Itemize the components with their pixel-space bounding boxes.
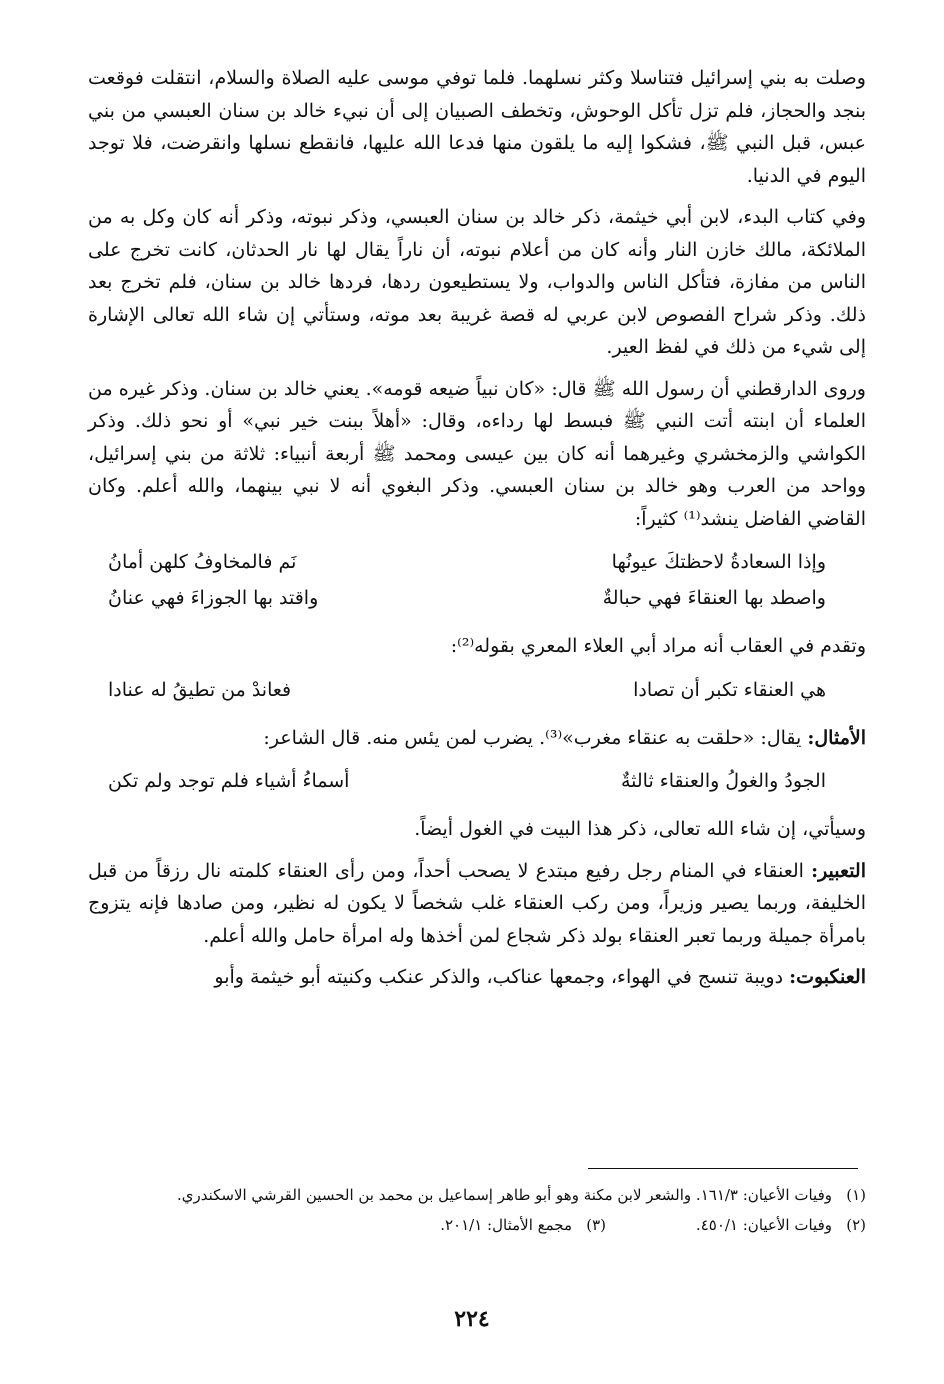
verse-line-3 [88, 672, 866, 708]
verse-3-first-hemistich: هي العنقاء تكبر أن تصادا [633, 678, 826, 701]
footnote-2-text: وفيات الأعيان: ٤٥٠/١. [695, 1216, 832, 1234]
footnote-2 [606, 1210, 866, 1240]
spider-text: دويبة تنسج في الهواء، وجمعها عناكب، والذكر عنكب وكنيته أبو خيثمة وأبو [214, 966, 790, 988]
paragraph-4: وتقدم في العقاب أنه مراد أبي العلاء المعري بقوله⁽²⁾: [450, 635, 866, 657]
verse-block-1 [88, 544, 866, 616]
verse-2-second-hemistich: واقتد بها الجوزاءَ فهي عنانُ [108, 587, 319, 609]
footnote-3 [346, 1210, 606, 1240]
verse-block-3 [88, 763, 866, 799]
verse-line-1 [88, 544, 866, 580]
verse-block-2 [88, 672, 866, 708]
footnote-3-number: (٣) [586, 1216, 606, 1234]
paragraph-6: وسيأتي، إن شاء الله تعالى، ذكر هذا البيت في الغول أيضاً. [414, 818, 866, 840]
verse-3-second-hemistich: فعاندْ من تطيقُ له عنادا [108, 678, 292, 701]
footnote-row-2-3 [88, 1210, 866, 1240]
verse-1-second-hemistich: نَم فالمخاوفُ كلهن أمانُ [108, 551, 297, 573]
dream-text: العنقاء في المنام رجل رفيع مبتدع لا يصحب أحداً، ومن رأى العنقاء كلمته نال رزقاً من قبل الخليفة، وربما يصير وزيراً، ومن ركب العنقاء غلب شخصاً لا يكون له نظير، ومن صادها فإنه يتزوج بامرأة جميلة وربما تعبر العنقاء بولد ذكر شجاع لمن أخذها وله امرأة حامل والله أعلم. [88, 859, 866, 947]
paragraph-2: وفي كتاب البدء، لابن أبي خيثمة، ذكر خالد بن سنان العبسي، وذكر نبوته، وذكر أنه كان وكل به من الملائكة، مالك خازن النار وأنه كان من أعلام نبوته، أن ناراً يقال لها نار الحدثان، كانت تخرج على الناس من مفازة، فتأكل الناس والدواب، ولا يستطيعون ردها، فردها خالد بن سنان، فلم تخرج بعد ذلك. وذكر شراح الفصوص لابن عربي له قصة غريبة بعد موته، وستأتي إن شاء الله تعالى الإشارة إلى شيء من ذلك في لفظ العير. [88, 206, 866, 358]
footnotes [88, 1180, 866, 1240]
proverbs-heading: الأمثال: [807, 726, 866, 749]
proverbs-text: يقال: «حلقت به عنقاء مغرب»⁽³⁾. يضرب لمن يئس منه. قال الشاعر: [263, 726, 808, 749]
dream-heading: التعبير: [811, 859, 866, 882]
paragraph-proverbs [88, 722, 866, 755]
verse-2-first-hemistich: واصطد بها العنقاءَ فهي حبالةٌ [602, 587, 826, 609]
footnote-1 [88, 1180, 866, 1210]
verse-4-second-hemistich: أسماءُ أشياء فلم توجد ولم تكن [108, 770, 350, 792]
spider-heading: العنكبوت: [789, 966, 866, 988]
paragraph-spider [88, 961, 866, 994]
footnote-1-number: (١) [846, 1186, 866, 1204]
verse-4-first-hemistich: الجودُ والغولُ والعنقاء ثالثةٌ [620, 770, 826, 792]
verse-line-2 [88, 580, 866, 616]
footnote-1-text: وفيات الأعيان: ١٦١/٣. والشعر لابن مكنة وهو أبو طاهر إسماعيل بن محمد بن الحسين القرشي الاسكندري. [176, 1186, 832, 1204]
paragraph-3: وروى الدارقطني أن رسول الله ﷺ قال: «كان نبياً ضيعه قومه». يعني خالد بن سنان. وذكر غيره من العلماء أن ابنته أتت النبي ﷺ فبسط لها رداءه، وقال: «أهلاً ببنت خير نبي» أو نحو ذلك. وذكر الكواشي والزمخشري وغيرهما أنه كان بين عيسى ومحمد ﷺ أربعة أنبياء: ثلاثة من بني إسرائيل، وواحد من العرب وهو خالد بن سنان العبسي. وذكر البغوي أنه لا نبي بينهما، والله أعلم. وكان القاضي الفاضل ينشد⁽¹⁾ كثيراً: [88, 377, 866, 530]
verse-line-4 [88, 763, 866, 799]
verse-1-first-hemistich: وإذا السعادةُ لاحظتكَ عيونُها [611, 551, 826, 573]
footnote-2-number: (٢) [846, 1216, 866, 1234]
paragraph-1: وصلت به بني إسرائيل فتناسلا وكثر نسلهما. فلما توفي موسى عليه الصلاة والسلام، انتقلت فوقعت بنجد والحجاز، فلم تزل تأكل الوحوش، وتخطف الصبيان إلى أن نبيء خالد بن سنان العبسي من بني عبس، قبل النبي ﷺ، فشكوا إليه ما يلقون منها فدعا الله عليها، فانقطع نسلها وانقرضت، فلا توجد اليوم في الدنيا. [88, 67, 866, 187]
paragraph-dream-interpretation [88, 855, 866, 953]
footnote-separator [588, 1168, 858, 1169]
page-body [88, 62, 866, 1003]
footnote-3-text: مجمع الأمثال: ٢٠١/١. [440, 1216, 572, 1234]
page-number: ٢٢٤ [454, 1306, 490, 1332]
